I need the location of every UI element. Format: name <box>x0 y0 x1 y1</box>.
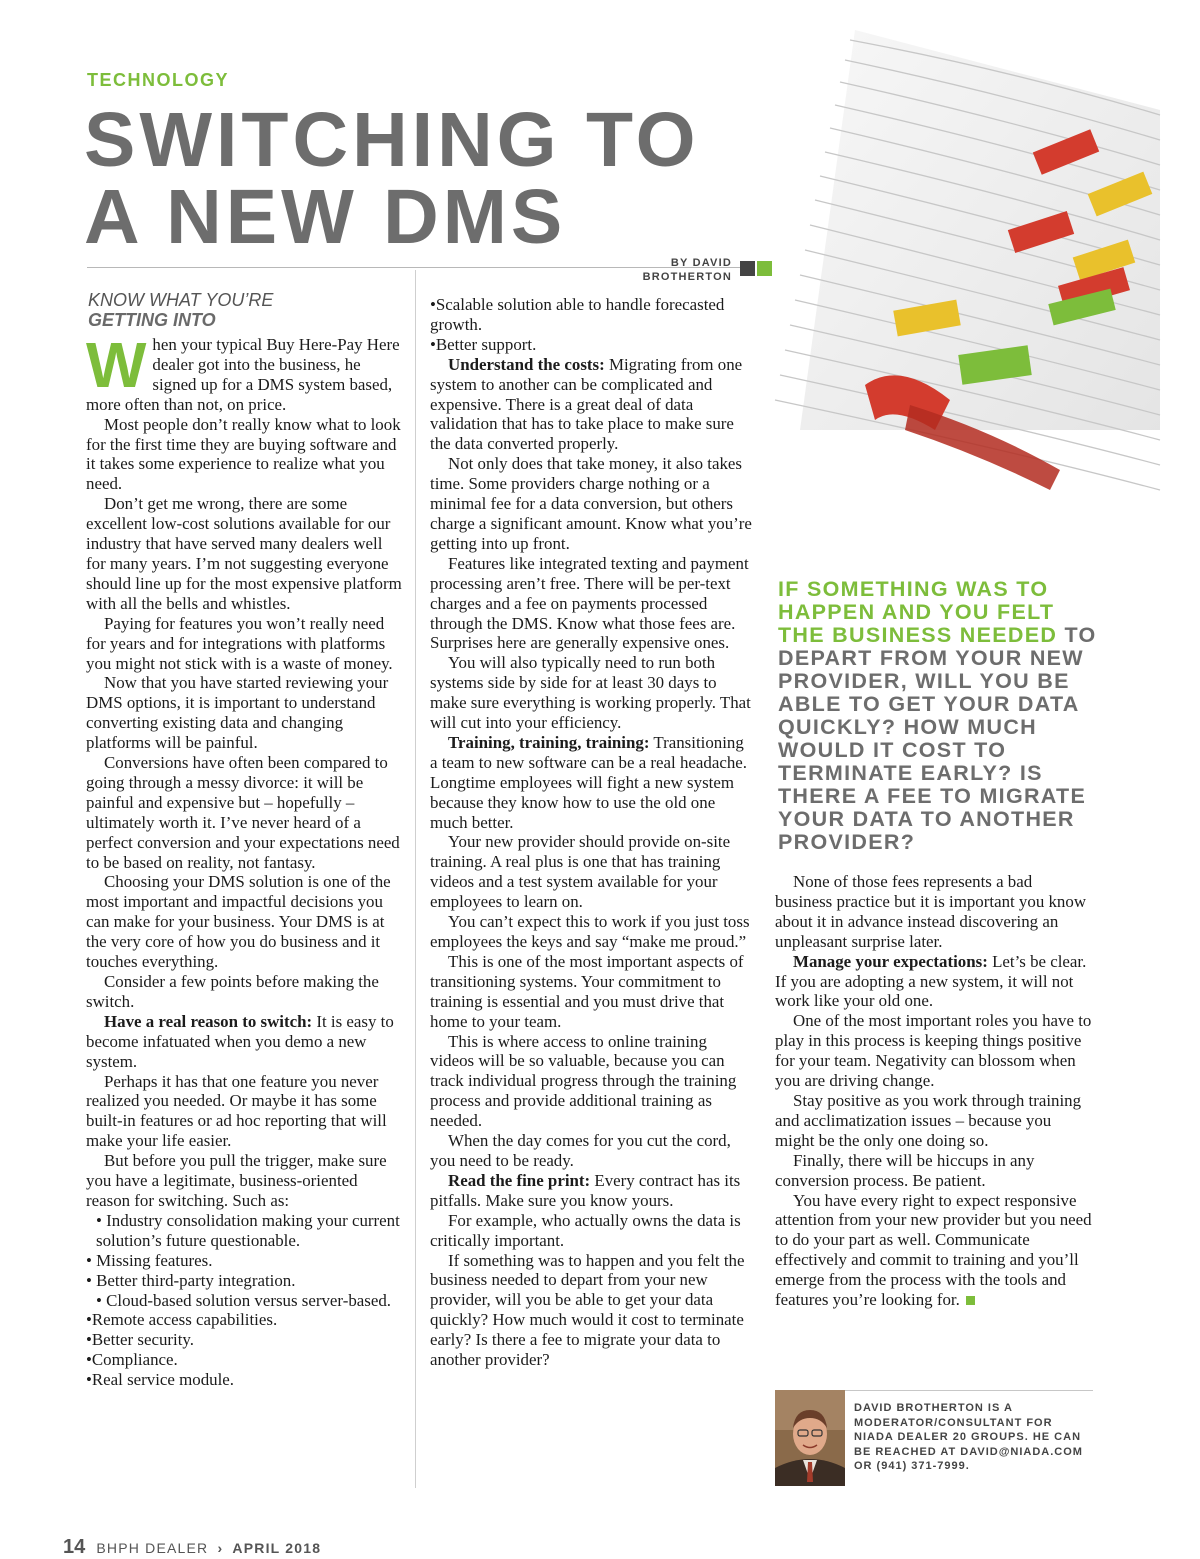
headline-line-2: A NEW DMS <box>84 174 567 260</box>
paragraph: But before you pull the trigger, make sure you have a legitimate, business-oriented reason for switching. Such as: <box>86 1151 387 1210</box>
paragraph: This is where access to online training videos will be so valuable, because you can track individual progress through the training process and provide additional training as needed. <box>430 1031 737 1131</box>
bullet-item: • Better third-party integration. <box>86 1270 296 1290</box>
pull-quote-gray: TO DEPART FROM YOUR NEW PROVIDER, WILL YOU BE ABLE TO GET YOUR DATA QUICKLY? HOW MUCH WOULD IT COST TO TERMINATE EARLY? IS THERE A FEE TO MIGRATE YOUR DATA TO ANOTHER PROVIDER? <box>778 623 1097 854</box>
paragraph: Now that you have started reviewing your DMS options, it is important to understand converting existing data and changing platforms will be painful. <box>86 673 389 753</box>
end-mark-square <box>966 1296 975 1305</box>
subhead-fine-print: Read the fine print: <box>448 1170 591 1190</box>
paragraph: You will also typically need to run both systems side by side for at least 30 days to make sure everything is working properly. That will cut into your efficiency. <box>430 653 751 733</box>
paragraph-text: Every contract has its pitfalls. Make sure you know yours. <box>430 1170 741 1210</box>
pull-quote-green: IF SOMETHING WAS TO HAPPEN AND YOU FELT THE BUSINESS NEEDED <box>778 577 1058 647</box>
bullet-item: • Industry consolidation making your current solution’s future questionable. <box>96 1210 400 1250</box>
byline-line-2: BROTHERTON <box>642 271 732 283</box>
paragraph: If something was to happen and you felt the business needed to depart from your new provider, will you be able to get your data quickly? How much would it cost to terminate early? Is there a fee to migrate your data to another provider? <box>430 1250 745 1370</box>
author-photo <box>775 1390 845 1486</box>
byline <box>600 256 732 284</box>
bullet-item: • Cloud-based solution versus server-based. <box>96 1290 392 1310</box>
subhead-reason: Have a real reason to switch: <box>104 1011 313 1031</box>
paragraph-text: It is easy to become infatuated when you demo a new system. <box>86 1011 394 1071</box>
paragraph: Your new provider should provide on-site training. A real plus is one that has training videos and a test system available for your employees to learn on. <box>430 832 731 912</box>
subhead-training: Training, training, training: <box>448 732 650 752</box>
paragraph <box>775 952 1093 1012</box>
paragraph-text: Let’s be clear. If you are adopting a new system, it will not work like your old one. <box>775 951 1087 1011</box>
pull-quote <box>778 578 1098 854</box>
chevron-right-icon: › <box>217 1540 224 1556</box>
headline <box>84 97 700 260</box>
issue-date: APRIL 2018 <box>232 1540 322 1556</box>
paragraph: When the day comes for you cut the cord, you need to be ready. <box>430 1131 731 1170</box>
byline-line-1: BY DAVID <box>670 257 732 269</box>
byline-square-dark <box>740 261 755 276</box>
paragraph: Paying for features you won’t really need for years and for integrations with platforms you might not stick with is a waste of money. <box>86 613 393 673</box>
bullet-item: •Scalable solution able to handle forecasted growth. <box>430 295 725 334</box>
kicker <box>88 290 273 330</box>
paragraph: None of those fees represents a bad business practice but it is important you know about it in advance instead discovering an unpleasant surprise later. <box>775 872 1087 951</box>
paragraph: Conversions have often been compared to going through a messy divorce: it will be painful and expensive but – hopefully – ultimately worth it. I’ve never heard of a perfect conversion and your expectations need to be based on reality, not fantasy. <box>86 753 400 872</box>
paragraph: Perhaps it has that one feature you never realized you needed. Or maybe it has some built-in features or ad hoc reporting that will make your life easier. <box>86 1071 387 1151</box>
paragraph <box>430 355 752 455</box>
kicker-line-1: KNOW WHAT YOU’RE <box>88 290 274 310</box>
kicker-line-2: GETTING INTO <box>88 310 216 330</box>
paragraph-text: Migrating from one system to another can be complicated and expensive. There is a great deal of data validation that has to take place to make sure the data converted properly. <box>430 354 743 454</box>
paragraph: Consider a few points before making the switch. <box>86 972 379 1011</box>
paragraph <box>775 1191 1093 1310</box>
article-column-1 <box>86 329 402 1390</box>
paragraph-text: Transitioning a team to new software can be a real headache. Longtime employees will fight a new system because they know how to use the old one much better. <box>430 732 747 832</box>
paragraph <box>86 1012 402 1072</box>
folio <box>63 1536 321 1559</box>
subhead-costs: Understand the costs: <box>448 354 605 374</box>
column-divider <box>415 270 416 1488</box>
bullet-item: •Real service module. <box>86 1370 235 1390</box>
headline-line-1: SWITCHING TO <box>84 97 700 183</box>
bullet-item: •Compliance. <box>86 1350 178 1370</box>
subhead-expectations: Manage your expectations: <box>793 951 988 971</box>
section-label: TECHNOLOGY <box>87 70 230 90</box>
bullet-item: •Better security. <box>86 1330 194 1350</box>
paragraph: For example, who actually owns the data is critically important. <box>430 1210 741 1250</box>
paragraph: Finally, there will be hiccups in any conversion process. Be patient. <box>775 1150 1035 1190</box>
paragraph <box>430 733 752 833</box>
lead-text: hen your typical Buy Here-Pay Here dealer got into the business, he signed up for a DMS system based, more often than not, on price. <box>86 335 400 414</box>
bullet-item: •Better support. <box>430 334 537 354</box>
paragraph: Don’t get me wrong, there are some excellent low-cost solutions available for our industry that have served many dealers well for many years. I’m not suggesting everyone should line up for the most expensive platform with all the bells and whistles. <box>86 494 402 613</box>
paragraph: Most people don’t really know what to look for the first time they are buying software and it takes some experience to realize what you need. <box>86 414 401 494</box>
paragraph: Choosing your DMS solution is one of the most important and impactful decisions you can make for your business. Your DMS is at the very core of how you do business and it touches everything. <box>86 872 391 972</box>
author-bio: DAVID BROTHERTON IS A MODERATOR/CONSULTANT FOR NIADA DEALER 20 GROUPS. HE CAN BE REACHED AT DAVID@NIADA.COM OR (941) 371-7999. <box>854 1402 1083 1472</box>
paragraph-text: You have every right to expect responsive attention from your new provider but you need to do your part as well. Communicate effectively and commit to training and you’ll emerge from the process with the tools and features you’re looking for. <box>775 1190 1092 1310</box>
paragraph <box>430 1171 752 1211</box>
paper-stack-photo <box>760 0 1200 557</box>
lead-paragraph <box>86 329 402 415</box>
paragraph: Stay positive as you work through training and acclimatization issues – because you might be the only one doing so. <box>775 1090 1082 1150</box>
paragraph: This is one of the most important aspects of transitioning systems. Your commitment to training is essential and you must drive that home to your team. <box>430 951 744 1031</box>
paragraph: One of the most important roles you have to play in this process is keeping things positive for your team. Negativity can blossom when you are driving change. <box>775 1011 1092 1091</box>
drop-cap: W <box>86 329 147 401</box>
paragraph: You can’t expect this to work if you just toss employees the keys and say “make me proud.” <box>430 912 750 951</box>
bullet-item: • Missing features. <box>86 1250 213 1270</box>
paragraph: Features like integrated texting and payment processing aren’t free. There will be per-text charges and a fee on payments processed through the DMS. Know what those fees are. Surprises here are generally expensive ones. <box>430 553 749 653</box>
publication-name: BHPH DEALER <box>96 1540 209 1556</box>
bullet-item: •Remote access capabilities. <box>86 1310 278 1330</box>
article-column-3 <box>775 872 1093 1310</box>
paragraph: Not only does that take money, it also takes time. Some providers charge nothing or a minimal fee for a data conversion, but others charge a significant amount. Know what you’re getting into up front. <box>430 454 752 553</box>
page-number: 14 <box>63 1536 86 1558</box>
article-column-2 <box>430 295 752 1370</box>
